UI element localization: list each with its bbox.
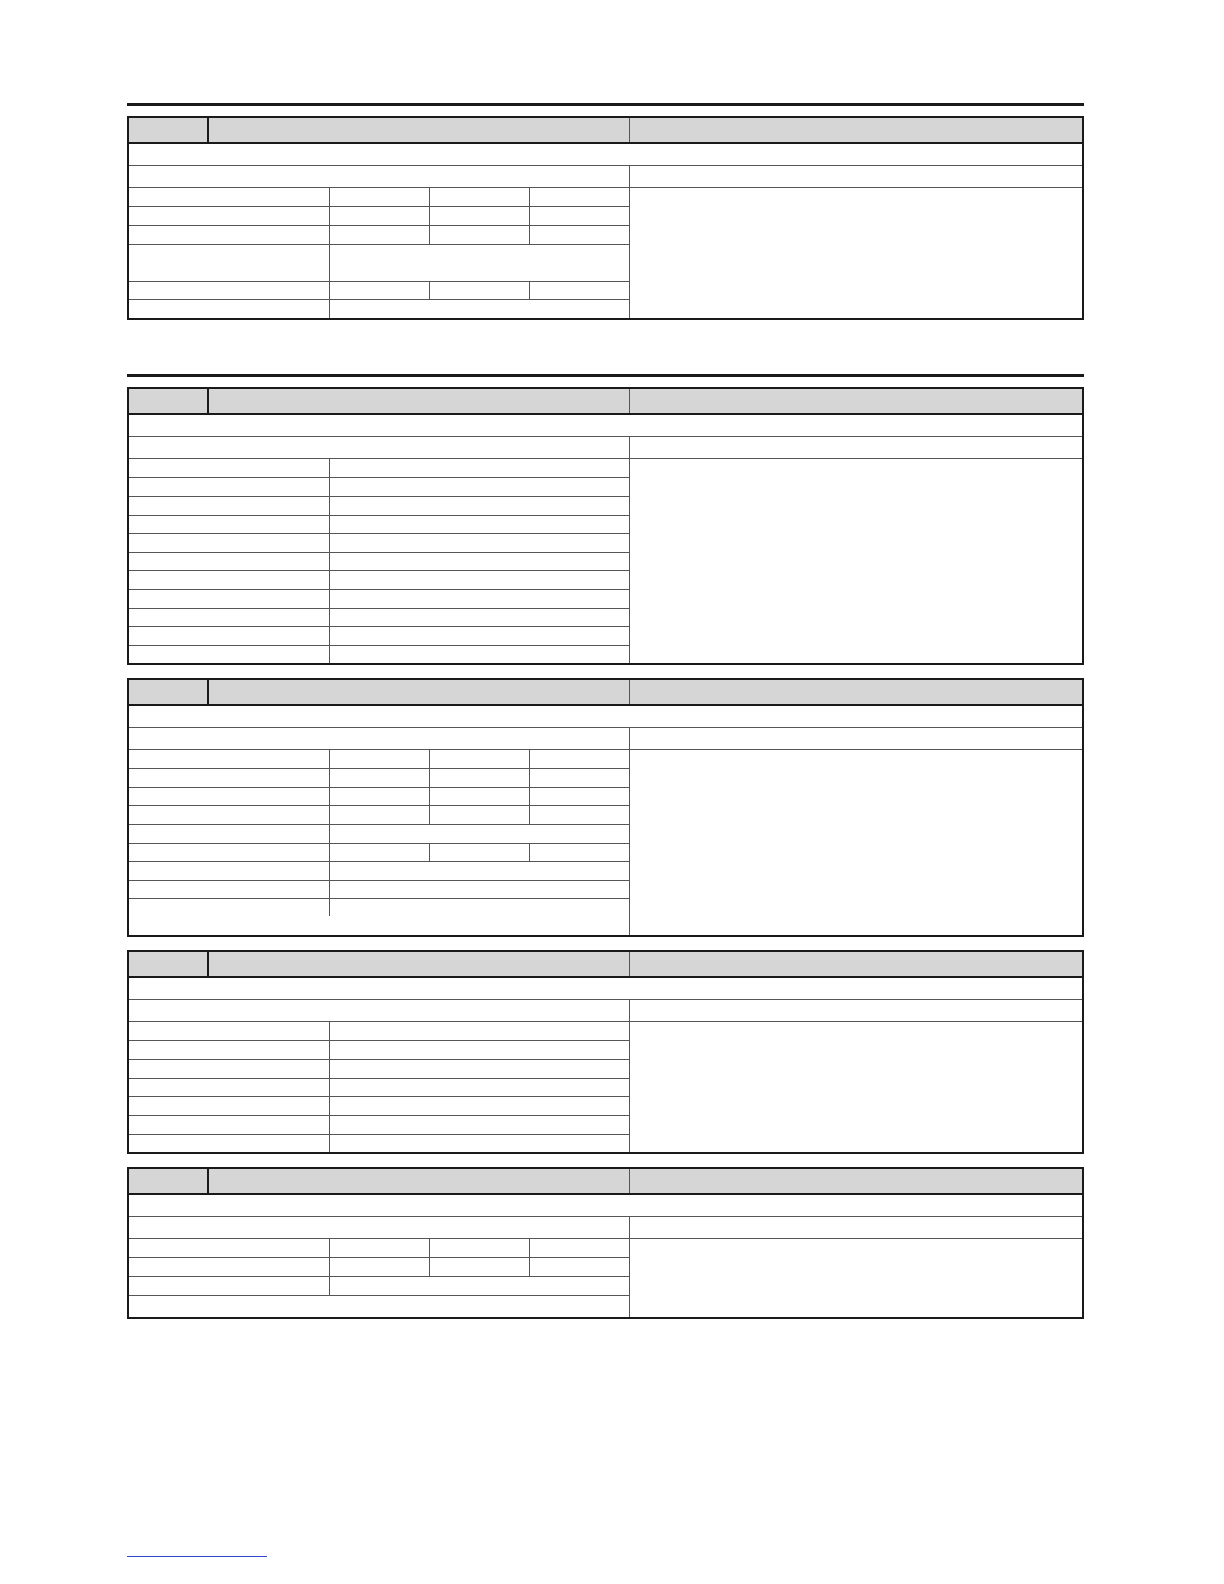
split-row bbox=[129, 437, 1082, 459]
header-description bbox=[630, 1169, 1082, 1193]
header-description bbox=[630, 118, 1082, 142]
table-row bbox=[129, 553, 629, 571]
table-row bbox=[129, 188, 629, 207]
table-row bbox=[129, 1041, 629, 1060]
description-cell bbox=[630, 459, 1082, 663]
parameter-table bbox=[127, 1167, 1084, 1319]
table-header bbox=[129, 118, 1082, 144]
split-row bbox=[129, 1217, 1082, 1239]
table-body bbox=[129, 1239, 1082, 1317]
header-name bbox=[209, 118, 630, 142]
header-description bbox=[630, 952, 1082, 976]
split-row bbox=[129, 1000, 1082, 1022]
header-code bbox=[129, 118, 209, 142]
table-header bbox=[129, 1169, 1082, 1195]
table-row bbox=[129, 590, 629, 609]
table-row bbox=[129, 806, 629, 825]
table-row bbox=[129, 534, 629, 553]
full-width-row bbox=[129, 978, 1082, 1000]
table-body bbox=[129, 459, 1082, 663]
table-row bbox=[129, 1060, 629, 1079]
table-row bbox=[129, 459, 629, 478]
header-name bbox=[209, 1169, 630, 1193]
parameter-table bbox=[127, 116, 1084, 320]
footer-link[interactable] bbox=[127, 1556, 267, 1557]
full-width-row bbox=[129, 1195, 1082, 1217]
table-row bbox=[129, 516, 629, 534]
table-row bbox=[129, 300, 629, 318]
full-width-row bbox=[129, 144, 1082, 166]
table-row bbox=[129, 478, 629, 497]
description-cell bbox=[630, 1022, 1082, 1152]
parameter-table bbox=[127, 387, 1084, 665]
split-row bbox=[129, 166, 1082, 188]
table-row bbox=[129, 788, 629, 806]
table-row bbox=[129, 646, 629, 663]
description-cell bbox=[630, 1239, 1082, 1317]
table-row bbox=[129, 1116, 629, 1135]
parameter-table bbox=[127, 950, 1084, 1154]
table-body bbox=[129, 188, 1082, 318]
table-header bbox=[129, 389, 1082, 415]
section-rule bbox=[127, 374, 1084, 377]
header-code bbox=[129, 1169, 209, 1193]
table-row bbox=[129, 1258, 629, 1277]
header-description bbox=[630, 680, 1082, 704]
table-row bbox=[129, 1135, 629, 1152]
description-cell bbox=[630, 750, 1082, 935]
table-row bbox=[129, 245, 629, 282]
split-row bbox=[129, 728, 1082, 750]
header-name bbox=[209, 952, 630, 976]
parameter-table bbox=[127, 678, 1084, 937]
header-name bbox=[209, 389, 630, 413]
table-row bbox=[129, 1079, 629, 1097]
table-row bbox=[129, 825, 629, 844]
table-row bbox=[129, 750, 629, 769]
header-code bbox=[129, 389, 209, 413]
full-width-row bbox=[129, 706, 1082, 728]
full-width-row bbox=[129, 415, 1082, 437]
table-row bbox=[129, 881, 629, 899]
table-body bbox=[129, 1022, 1082, 1152]
header-description bbox=[630, 389, 1082, 413]
table-row bbox=[129, 207, 629, 226]
table-row bbox=[129, 282, 629, 300]
table-body bbox=[129, 750, 1082, 935]
table-header bbox=[129, 680, 1082, 706]
table-row bbox=[129, 627, 629, 646]
table-row bbox=[129, 1296, 629, 1317]
table-row bbox=[129, 1277, 629, 1296]
header-code bbox=[129, 952, 209, 976]
table-header bbox=[129, 952, 1082, 978]
table-row bbox=[129, 1097, 629, 1116]
table-row bbox=[129, 844, 629, 862]
table-row bbox=[129, 571, 629, 590]
header-code bbox=[129, 680, 209, 704]
section-rule bbox=[127, 103, 1084, 106]
header-name bbox=[209, 680, 630, 704]
table-row bbox=[129, 1239, 629, 1258]
description-cell bbox=[630, 188, 1082, 318]
table-row bbox=[129, 1022, 629, 1041]
table-row bbox=[129, 769, 629, 788]
table-row bbox=[129, 226, 629, 245]
table-row bbox=[129, 899, 629, 916]
table-row bbox=[129, 609, 629, 627]
table-row bbox=[129, 497, 629, 516]
table-row bbox=[129, 862, 629, 881]
